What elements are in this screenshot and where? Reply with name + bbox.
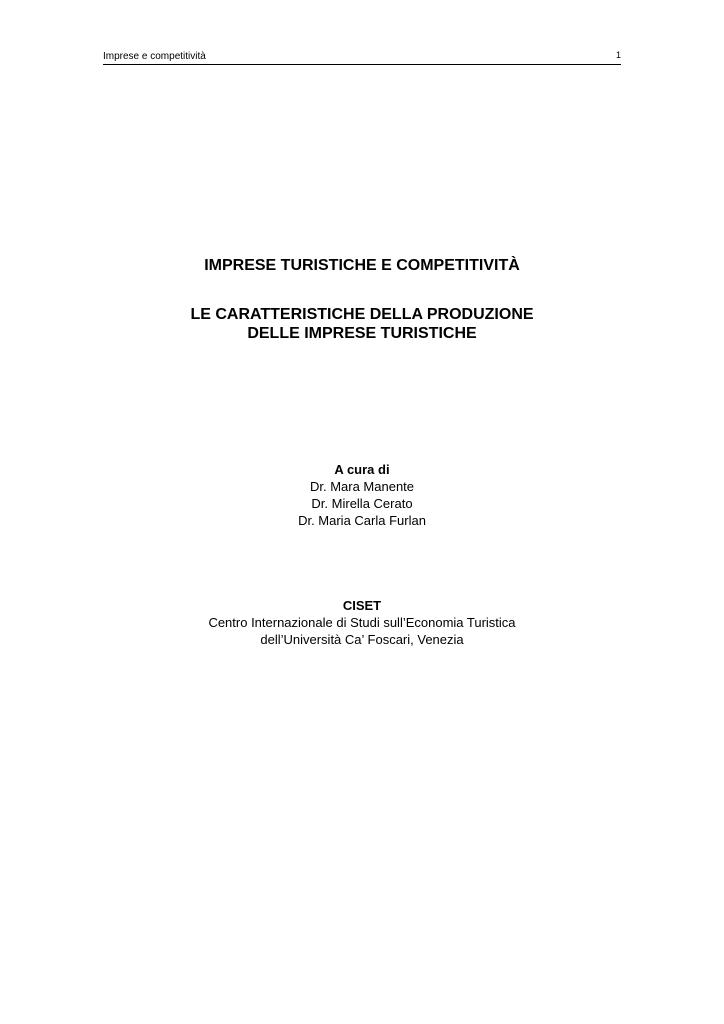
subtitle-line-1: LE CARATTERISTICHE DELLA PRODUZIONE — [190, 306, 534, 323]
institution-block — [103, 597, 621, 648]
institution-name-line-1: Centro Internazionale di Studi sull’Economia Turistica — [208, 615, 516, 630]
editors-block — [103, 461, 621, 529]
header-title: Imprese e competitività — [103, 51, 206, 62]
editor-name: Dr. Mirella Cerato — [311, 496, 413, 511]
document-subtitle — [103, 305, 621, 343]
document-title — [103, 256, 621, 276]
institution-name-line-2: dell’Università Ca’ Foscari, Venezia — [260, 632, 464, 647]
editors-label: A cura di — [334, 462, 390, 477]
header-page-number: 1 — [615, 50, 621, 60]
subtitle-line-2: DELLE IMPRESE TURISTICHE — [247, 325, 477, 342]
main-title: IMPRESE TURISTICHE E COMPETITIVITÀ — [204, 257, 520, 274]
editor-name: Dr. Maria Carla Furlan — [298, 513, 426, 528]
institution-acronym: CISET — [342, 598, 382, 613]
editor-name: Dr. Mara Manente — [309, 479, 415, 494]
page-header — [103, 50, 621, 65]
